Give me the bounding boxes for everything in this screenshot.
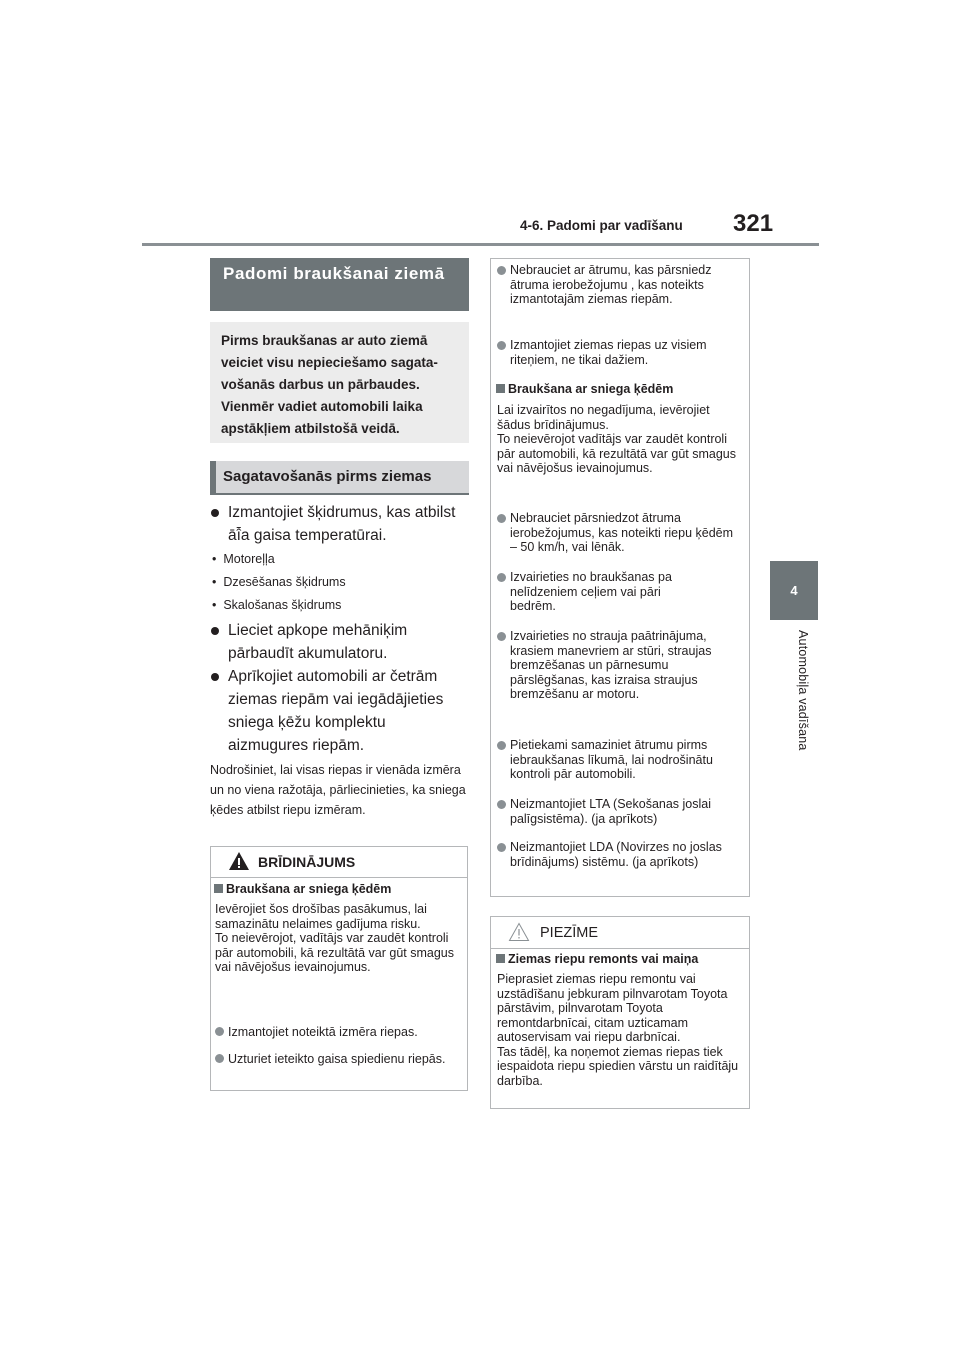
warning-text: Ievērojiet šos drošības pasākumus, lai samazinātu nelaimes gadījuma risku. To neievērojot, vadītājs var zaudēt kontroli pār automobili, kā rezultātā var gūt smagus vai nāvējošus ievainojumus.	[215, 902, 455, 974]
chapter-label: Automobiļa vadīšana	[796, 630, 810, 751]
right-item: Neizmantojiet LTA (Sekošanas joslai palīgsistēma). (ja aprīkots)	[510, 797, 712, 826]
header-rule	[142, 243, 819, 246]
square-bullet-icon	[496, 384, 505, 393]
warning-item: Izmantojiet noteiktā izmēra riepas.	[228, 1025, 418, 1039]
warning-heading-text: Braukšana ar sniega ķēdēm	[226, 882, 392, 896]
bullet-text: Izmantojiet šķidrumus, kas atbilst āî̄a gaisa temperatūrai.	[228, 504, 456, 544]
warning-title: BRĪDINĀJUMS	[258, 854, 356, 870]
note-text: Pieprasiet ziemas riepu remontu vai uzstādīšanu jebkuram pilnvarotam Toyota pārstāvim, pilnvarotam Toyota remontdarbnīcai, citam uzticamam autoservisam vai riepu darbnīcai. Tas tādēļ, ka noņemot ziemas riepas tiek iespaidota riepu spiedien vārstu un raidītāju darbība.	[497, 972, 739, 1088]
circle-bullet-icon	[497, 632, 506, 641]
right-item: Izmantojiet ziemas riepas uz visiem riteņiem, ne tikai dažiem.	[510, 338, 707, 367]
circle-bullet-icon	[497, 514, 506, 523]
bullet-tires	[210, 665, 470, 757]
right-item: Izvairieties no strauja paātrinājuma, krasiem manevriem ar stūri, straujas bremzēšanas un pārnesumu pārslēgšanas, kas izraisa straujus bremzēšanu ar motoru.	[510, 629, 712, 701]
note-heading-text: Ziemas riepu remonts vai maiņa	[508, 952, 699, 966]
section-title	[210, 258, 469, 311]
circle-bullet-icon	[497, 341, 506, 350]
subheading	[210, 461, 469, 495]
note-heading	[496, 952, 698, 967]
subheading-text: Sagatavošanās pirms ziemas	[223, 468, 432, 485]
circle-bullet-icon	[497, 266, 506, 275]
right-item: Izvairieties no braukšanas pa nelīdzeniem ceļiem vai pāri bedrēm.	[510, 570, 672, 613]
chains-text: Lai izvairītos no negadījuma, ievērojiet šādus brīdinājumus. To neievērojot vadītājs var zaudēt kontroli pār automobili, kā rezultātā var gūt smagus vai nāvējošus ievainojumus.	[497, 403, 737, 475]
circle-bullet-icon	[497, 843, 506, 852]
fluid-item: • Skalošanas šķidrums	[212, 598, 342, 612]
bullet-text: Lieciet apkope mehāniķim pārbaudīt akumulatoru.	[228, 622, 408, 662]
square-bullet-icon	[496, 954, 505, 963]
chapter-tab: 4	[770, 561, 818, 620]
chains-heading-text: Braukšana ar sniega ķēdēm	[508, 382, 674, 396]
circle-bullet-icon	[497, 573, 506, 582]
section-title-text: Padomi braukšanai ziemā	[223, 264, 445, 283]
caution-outline-icon	[508, 922, 530, 942]
circle-bullet-icon	[215, 1054, 224, 1063]
circle-bullet-icon	[497, 741, 506, 750]
section-header: 4-6. Padomi par vadīšanu	[520, 218, 683, 233]
fluid-label: Skalošanas šķidrums	[223, 598, 342, 612]
fluid-item: • Motoreļļa	[212, 552, 275, 566]
warning-heading	[214, 882, 391, 897]
right-item: Nebrauciet pārsniedzot ātruma ierobežojumus, kas noteikti riepu ķēdēm – 50 km/h, vai lēnāk.	[510, 511, 734, 554]
tire-size-paragraph: Nodrošiniet, lai visas riepas ir vienāda izmēra un no viena ražotāja, pārliecinieties, ka sniega ķēdes atbilst riepu izmēram.	[210, 763, 466, 817]
chains-heading	[496, 382, 673, 397]
bullet-battery	[210, 619, 470, 665]
bullet-dot-icon	[211, 673, 219, 681]
page-number: 321	[733, 210, 774, 237]
fluid-label: Dzesēšanas šķidrums	[223, 575, 346, 589]
bullet-text: Aprīkojiet automobili ar četrām ziemas riepām vai iegādājieties sniega ķēžu komplektu aizmugures riepām.	[228, 668, 444, 754]
fluid-label: Motoreļļa	[223, 552, 275, 566]
circle-bullet-icon	[215, 1027, 224, 1036]
circle-bullet-icon	[497, 800, 506, 809]
right-item: Nebrauciet ar ātrumu, kas pārsniedz ātruma ierobežojumu , kas noteikts izmantotajām ziemas riepām.	[510, 263, 712, 306]
square-bullet-icon	[214, 884, 223, 893]
note-title: PIEZĪME	[540, 925, 599, 941]
bullet-dot-icon	[211, 627, 219, 635]
intro-text: Pirms braukšanas ar auto ziemā veiciet visu nepieciešamo sagata-vošanās darbus un pārbaudes. Vienmēr vadiet automobili laika apstākļiem atbilstošā veidā.	[221, 333, 438, 436]
intro-box	[210, 322, 469, 443]
bullet-dot-icon	[211, 509, 219, 517]
bullet-fluids	[210, 501, 470, 547]
fluid-item: • Dzesēšanas šķidrums	[212, 575, 346, 589]
warning-icon	[228, 851, 250, 871]
warning-item: Uzturiet ieteikto gaisa spiedienu riepās.	[228, 1052, 446, 1066]
right-item: Neizmantojiet LDA (Novirzes no joslas brīdinājums) sistēmu. (ja aprīkots)	[510, 840, 722, 869]
right-item: Pietiekami samaziniet ātrumu pirms iebraukšanas līkumā, lai nodrošinātu kontroli pār automobili.	[510, 738, 713, 781]
